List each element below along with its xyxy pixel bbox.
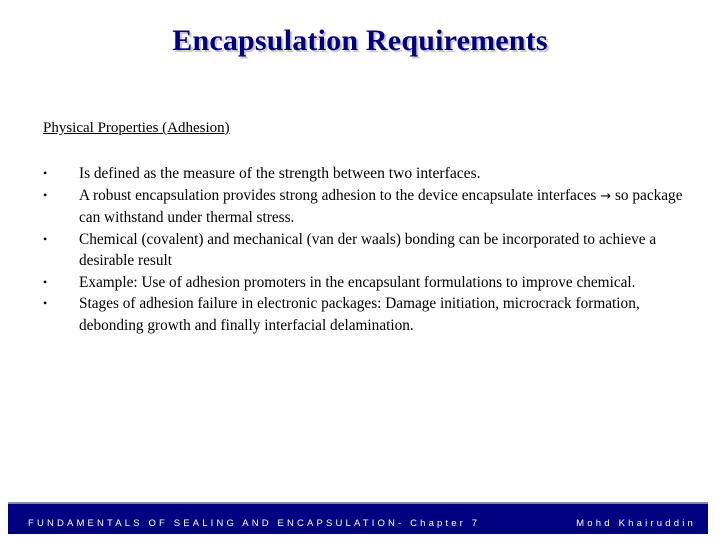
right-arrow-icon: →	[600, 188, 612, 204]
slide-title: Encapsulation Requirements	[172, 24, 548, 57]
footer-bar	[8, 502, 708, 534]
bullet-icon: •	[43, 166, 48, 180]
bullet-list	[43, 163, 683, 336]
footer-course-title: FUNDAMENTALS OF SEALING AND ENCAPSULATION- Chapter 7	[28, 518, 481, 529]
footer-author: Mohd Khairuddin	[576, 518, 696, 529]
bullet-text: Example: Use of adhesion promoters in the encapsulant formulations to improve chemical.	[79, 273, 636, 291]
bullet-emphasis: the measure of the strength between two interfaces.	[160, 165, 481, 182]
bullet-text: Stages of adhesion failure in electronic packages: Damage initiation, microcrack formation, debonding growth and finally interfacial delamination.	[79, 295, 640, 334]
bullet-icon: •	[43, 274, 48, 289]
section-heading: Physical Properties (Adhesion)	[43, 120, 230, 136]
bullet-item-definition	[43, 163, 683, 185]
bullet-icon: •	[43, 231, 48, 246]
bullet-text: Chemical (covalent) and mechanical (van der waals) bonding can be incorporated to achieve a desirable result	[79, 230, 657, 269]
bullet-item-failure-stages	[43, 293, 683, 336]
bullet-item-example	[43, 272, 683, 294]
bullet-text: Is defined as	[79, 165, 161, 182]
bullet-icon: •	[43, 296, 48, 310]
bullet-item-bonding	[43, 229, 683, 272]
bullet-text: A robust encapsulation provides strong adhesion to the device encapsulate interfaces	[79, 186, 601, 204]
bullet-icon: •	[43, 187, 48, 202]
bullet-text: so package can withstand under thermal stress.	[79, 186, 683, 226]
bullet-item-robust-encapsulation	[43, 185, 683, 229]
